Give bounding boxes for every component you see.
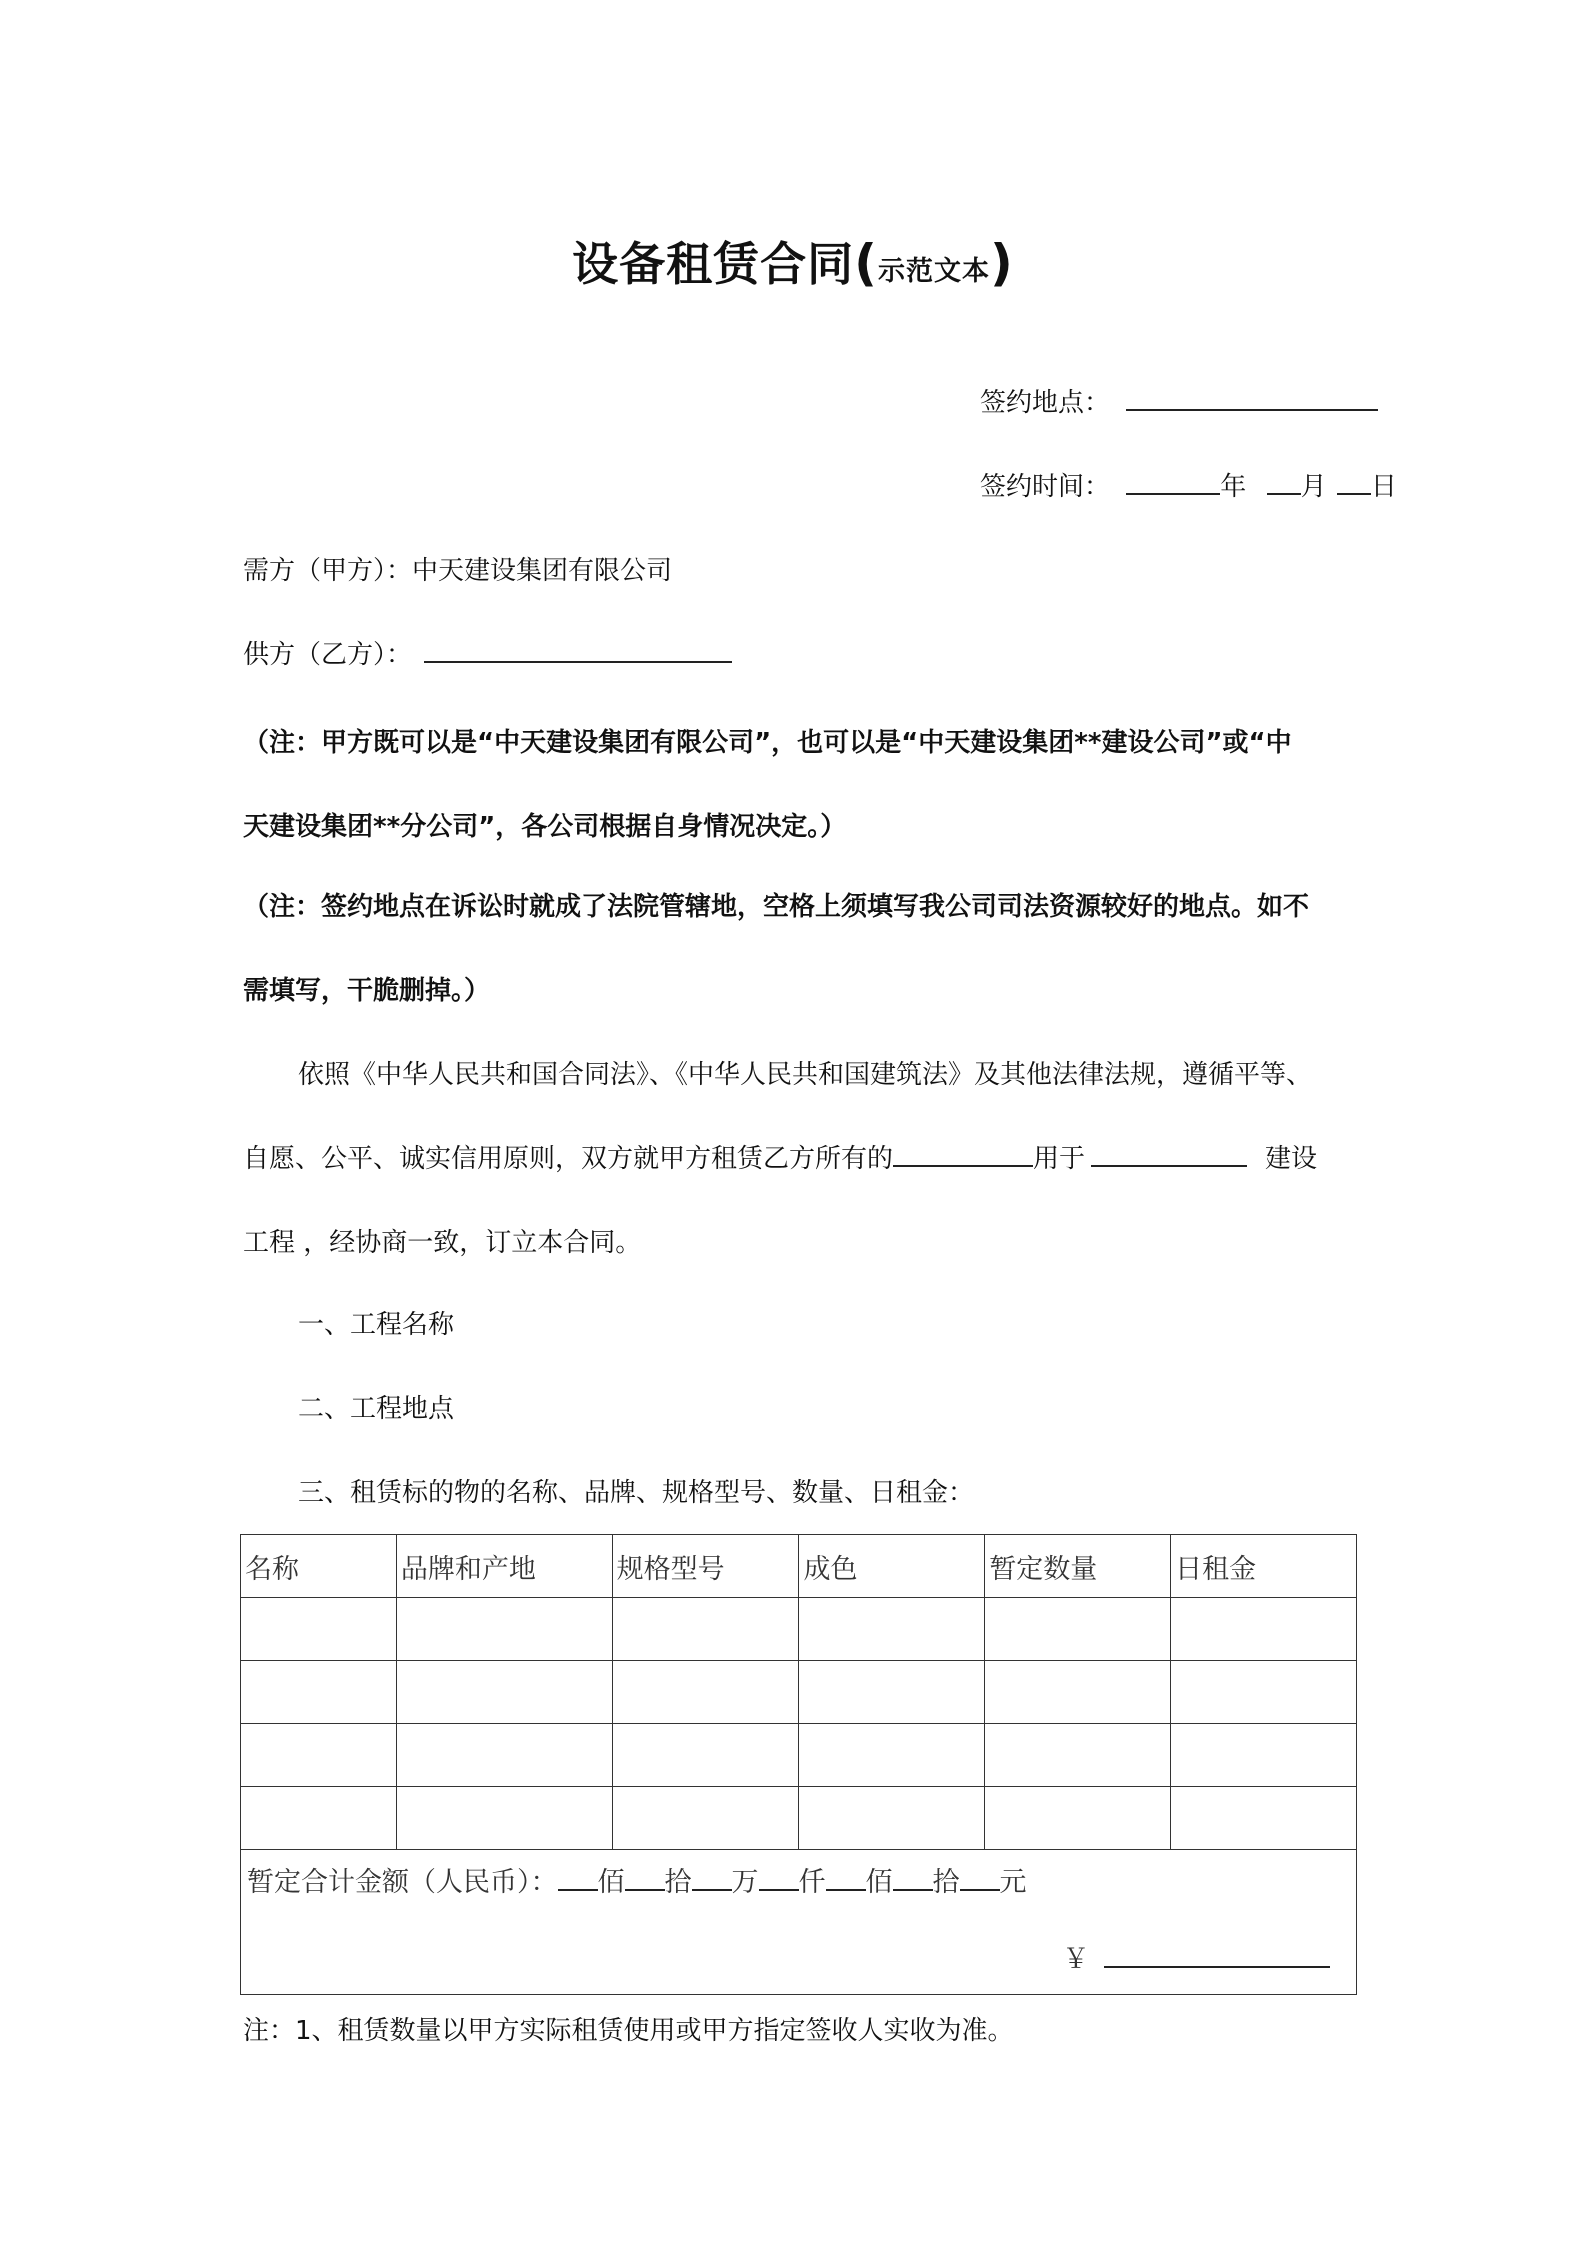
table-cell[interactable] [985, 1724, 1171, 1787]
table-cell[interactable] [396, 1661, 612, 1724]
unit-qian: 仟 [798, 1867, 826, 1898]
unit-yuan: 元 [999, 1867, 1027, 1898]
table-cell[interactable] [396, 1598, 612, 1661]
body-line2-c: 建设 [1265, 1144, 1318, 1174]
title-subtitle: 示范文本 [878, 256, 990, 287]
party-b-blank[interactable] [424, 635, 732, 663]
title-close-paren: ) [990, 234, 1014, 292]
sign-time-row [980, 466, 1397, 503]
sign-place-label: 签约地点： [980, 388, 1111, 418]
currency-line [1062, 1937, 1330, 1976]
equipment-blank[interactable] [893, 1139, 1033, 1167]
table-cell[interactable] [612, 1598, 799, 1661]
year-blank[interactable] [1126, 467, 1220, 495]
table-cell[interactable] [1171, 1787, 1357, 1850]
currency-symbol: ￥ [1062, 1944, 1090, 1975]
title-main: 设备租赁合同 [572, 237, 855, 291]
table-cell[interactable] [241, 1661, 397, 1724]
currency-amount-blank[interactable] [1104, 1940, 1330, 1968]
total-label: 暂定合计金额（人民币）： [247, 1867, 558, 1898]
year-label: 年 [1220, 472, 1247, 502]
amount-blank[interactable] [692, 1865, 732, 1891]
amount-blank[interactable] [625, 1865, 665, 1891]
unit-bai-2: 佰 [865, 1867, 893, 1898]
body-line2-b: 用于 [1033, 1144, 1086, 1174]
table-cell[interactable] [799, 1724, 985, 1787]
table-row [241, 1787, 1357, 1850]
body-line2 [243, 1138, 1317, 1175]
header-condition: 成色 [799, 1535, 985, 1598]
party-b-label: 供方（乙方）： [243, 640, 413, 670]
table-cell[interactable] [799, 1661, 985, 1724]
table-cell[interactable] [241, 1598, 397, 1661]
table-row [241, 1598, 1357, 1661]
project-blank[interactable] [1091, 1139, 1247, 1167]
total-amount-line [247, 1860, 1350, 1899]
note2-line2: 需填写，干脆删掉。） [243, 976, 491, 1006]
table-cell[interactable] [985, 1661, 1171, 1724]
amount-blank[interactable] [759, 1865, 799, 1891]
header-spec-model: 规格型号 [612, 1535, 799, 1598]
month-blank[interactable] [1267, 467, 1301, 495]
unit-shi-2: 拾 [932, 1867, 960, 1898]
header-quantity: 暂定数量 [985, 1535, 1171, 1598]
sign-place-row [980, 382, 1378, 419]
table-cell[interactable] [241, 1724, 397, 1787]
party-b-row [243, 634, 732, 671]
table-cell[interactable] [241, 1787, 397, 1850]
body-line2-a: 自愿、公平、诚实信用原则，双方就甲方租赁乙方所有的 [243, 1144, 894, 1174]
footnote: 注：1、租赁数量以甲方实际租赁使用或甲方指定签收人实收为准。 [243, 2016, 1014, 2046]
title-open-paren: ( [854, 234, 878, 292]
unit-shi: 拾 [664, 1867, 692, 1898]
header-name: 名称 [241, 1535, 397, 1598]
table-cell[interactable] [799, 1598, 985, 1661]
table-cell[interactable] [1171, 1661, 1357, 1724]
unit-wan: 万 [731, 1867, 759, 1898]
table-cell[interactable] [985, 1598, 1171, 1661]
section-rental-items: 三、租赁标的物的名称、品牌、规格型号、数量、日租金： [298, 1478, 975, 1508]
amount-blank[interactable] [893, 1865, 933, 1891]
table-row [241, 1661, 1357, 1724]
day-blank[interactable] [1337, 467, 1371, 495]
table-cell[interactable] [1171, 1598, 1357, 1661]
amount-blank[interactable] [960, 1865, 1000, 1891]
note1-line1: （注：甲方既可以是“中天建设集团有限公司”，也可以是“中天建设集团**建设公司”或“中 [243, 728, 1292, 758]
table-cell[interactable] [985, 1787, 1171, 1850]
section-project-name: 一、工程名称 [298, 1310, 455, 1340]
body-line3: 工程 ，经协商一致，订立本合同。 [243, 1228, 642, 1258]
day-label: 日 [1370, 472, 1397, 502]
table-cell[interactable] [612, 1787, 799, 1850]
header-brand-origin: 品牌和产地 [396, 1535, 612, 1598]
sign-time-label: 签约时间： [980, 472, 1111, 502]
amount-blank[interactable] [558, 1865, 598, 1891]
document-title [0, 228, 1586, 294]
amount-blank[interactable] [826, 1865, 866, 1891]
sign-place-blank[interactable] [1126, 383, 1378, 411]
header-daily-rent: 日租金 [1171, 1535, 1357, 1598]
table-cell[interactable] [396, 1787, 612, 1850]
note1-line2: 天建设集团**分公司”，各公司根据自身情况决定。） [243, 812, 847, 842]
table-header-row [241, 1535, 1357, 1598]
table-cell[interactable] [612, 1661, 799, 1724]
table-row [241, 1724, 1357, 1787]
table-total-row [241, 1850, 1357, 1995]
section-project-location: 二、工程地点 [298, 1394, 455, 1424]
table-cell[interactable] [799, 1787, 985, 1850]
total-cell [241, 1850, 1357, 1995]
body-line1: 依照《中华人民共和国合同法》、《中华人民共和国建筑法》及其他法律法规，遵循平等、 [298, 1060, 1313, 1090]
note2-line1: （注：签约地点在诉讼时就成了法院管辖地，空格上须填写我公司司法资源较好的地点。如不 [243, 892, 1310, 922]
rental-table [240, 1534, 1357, 1995]
party-a: 需方（甲方）：中天建设集团有限公司 [243, 556, 673, 586]
unit-bai: 佰 [597, 1867, 625, 1898]
table-cell[interactable] [1171, 1724, 1357, 1787]
table-cell[interactable] [396, 1724, 612, 1787]
month-label: 月 [1300, 472, 1327, 502]
table-cell[interactable] [612, 1724, 799, 1787]
